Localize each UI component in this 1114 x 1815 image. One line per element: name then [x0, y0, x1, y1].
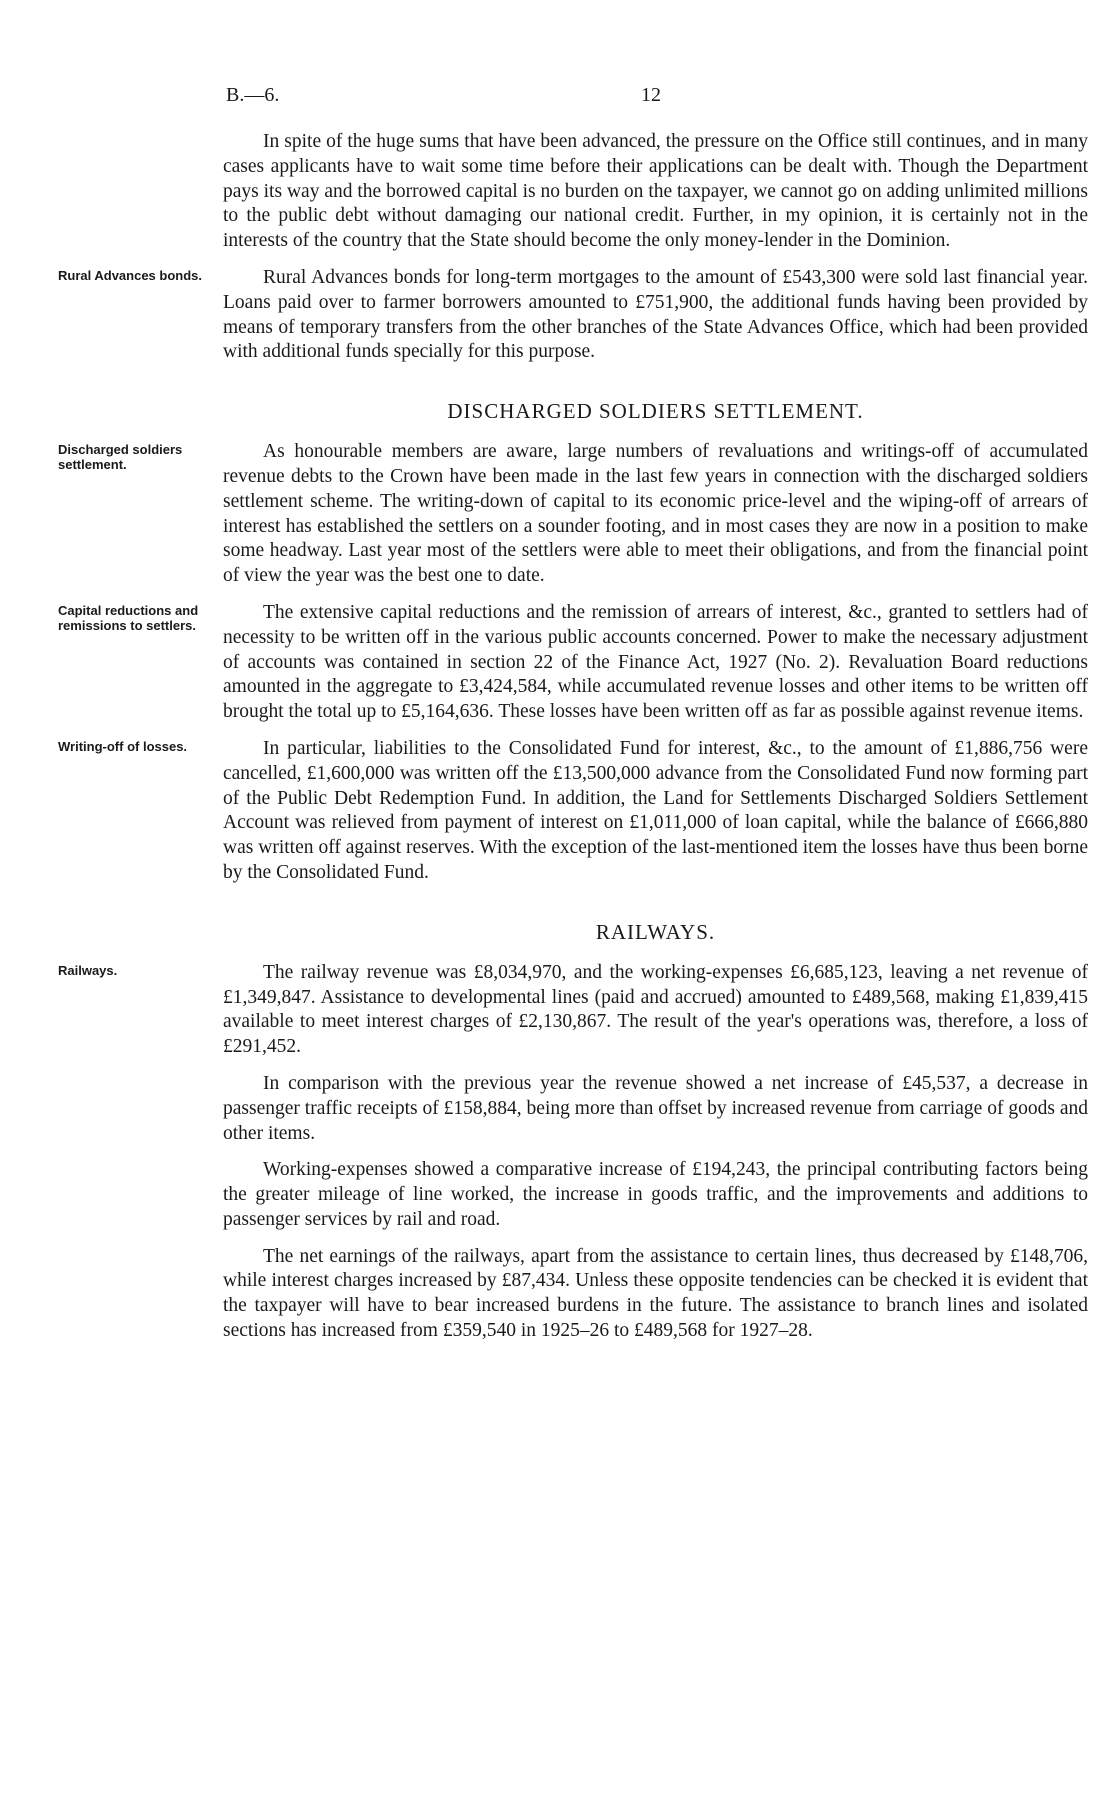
- paragraph-block: [58, 440, 1088, 589]
- page-body: [58, 130, 1088, 1356]
- section-heading: DISCHARGED SOLDIERS SETTLEMENT.: [447, 399, 864, 424]
- body-paragraph: In spite of the huge sums that have been advanced, the pressure on the Office still continues, and in many cases applicants have to wait some time before their applications can be dealt with. Though the Department pays its way and the borrowed capital is no burden on the taxpayer, we cannot go on adding unlimited millions to the public debt without damaging our national credit. Further, in my opinion, it is certainly not in the interests of the country that the State should become the only money-lender in the Dominion.: [223, 131, 1088, 252]
- paragraph-block: [58, 737, 1088, 886]
- margin-note: Writing-off of losses.: [58, 738, 188, 754]
- paragraph-block: [58, 601, 1088, 725]
- paragraph-block: [58, 1072, 1088, 1146]
- paragraph-block: [58, 961, 1088, 1060]
- body-paragraph: The net earnings of the railways, apart from the assistance to certain lines, thus decreased by £148,706, while interest charges increased by £87,434. Unless these opposite tendencies can be checked it is evident that the taxpayer will have to bear increased burdens in the future. The assistance to branch lines and isolated sections has increased from £359,540 in 1925–26 to £489,568 for 1927–28.: [223, 1245, 1088, 1342]
- document-code: B.—6.: [226, 84, 280, 106]
- body-paragraph: Working-expenses showed a comparative increase of £194,243, the principal contributing factors being the greater mileage of line worked, the increase in goods traffic, and the improvements and additions to passenger services by rail and road.: [223, 1159, 1088, 1230]
- body-paragraph: Rural Advances bonds for long-term mortgages to the amount of £543,300 were sold last financial year. Loans paid over to farmer borrowers amounted to £751,900, the additional funds having been provided by means of temporary transfers from the other branches of the State Advances Office, which had been provided with additional funds specially for this purpose.: [223, 266, 1088, 363]
- body-paragraph: In comparison with the previous year the revenue showed a net increase of £45,537, a decrease in passenger traffic receipts of £158,884, being more than offset by increased revenue from carriage of goods and other items.: [223, 1072, 1088, 1144]
- margin-note: Rural Advances bonds.: [58, 267, 202, 283]
- page-number: 12: [641, 84, 661, 106]
- margin-note: Capital reductions and remissions to settlers.: [58, 602, 199, 633]
- paragraph-block: [58, 130, 1088, 254]
- margin-note: Railways.: [58, 962, 118, 978]
- section-heading: RAILWAYS.: [595, 919, 716, 944]
- paragraph-block: [58, 266, 1088, 365]
- body-paragraph: In particular, liabilities to the Consolidated Fund for interest, &c., to the amount of £1,886,756 were cancelled, £1,600,000 was written off the £13,500,000 advance from the Consolidated Fund now forming part of the Public Debt Redemption Fund. In addition, the Land for Settlements Discharged Soldiers Settlement Account was relieved from payment of interest on £1,011,000 of loan capital, while the balance of £666,880 was written off against reserves. With the exception of the last-mentioned item the losses have thus been borne by the Consolidated Fund.: [223, 737, 1088, 883]
- body-paragraph: The extensive capital reductions and the remission of arrears of interest, &c., granted to settlers had of necessity to be written off in the various public accounts concerned. Power to make the necessary adjustment of accounts was contained in section 22 of the Finance Act, 1927 (No. 2). Revaluation Board reductions amounted in the aggregate to £3,424,584, while accumulated revenue losses and other items to be written off brought the total up to £5,164,636. These losses have been written off as far as possible against revenue items.: [223, 601, 1088, 723]
- paragraph-block: [58, 1245, 1088, 1344]
- body-paragraph: As honourable members are aware, large numbers of revaluations and writings-off of accumulated revenue debts to the Crown have been made in the last few years in connection with the discharged soldiers settlement scheme. The writing-down of capital to its economic price-level and the wiping-off of arrears of interest has established the settlers on a sounder footing, and in most cases they are now in a position to make some headway. Last year most of the settlers were able to meet their obligations, and from the financial point of view the year was the best one to date.: [223, 441, 1088, 587]
- body-paragraph: The railway revenue was £8,034,970, and the working-expenses £6,685,123, leaving a net revenue of £1,349,847. Assistance to developmental lines (paid and accrued) amounted to £489,568, making £1,839,415 available to meet interest charges of £2,130,867. The result of the year's operations was, therefore, a loss of £291,452.: [223, 961, 1088, 1058]
- margin-note: Discharged soldiers settlement.: [58, 442, 183, 473]
- paragraph-block: [58, 1158, 1088, 1232]
